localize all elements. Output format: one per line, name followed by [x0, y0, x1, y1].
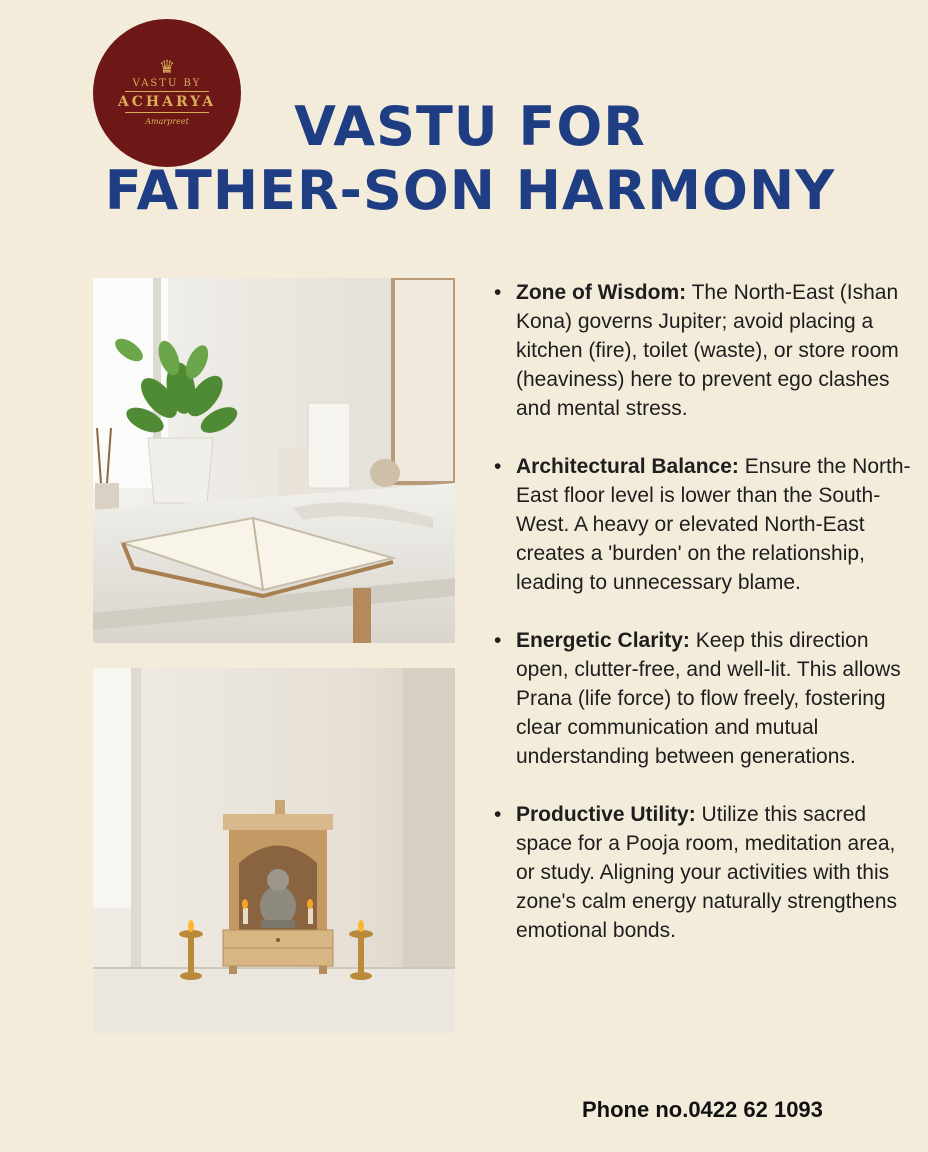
bullet-icon: •: [494, 281, 502, 304]
page-title-line-1: VASTU FOR: [294, 95, 646, 158]
list-item: [494, 800, 914, 945]
pooja-mandir-lamps-image: [93, 668, 455, 1033]
bullet-icon: •: [494, 803, 502, 826]
crown-icon: ♛: [158, 57, 176, 78]
desk-plant-book-image: [93, 278, 455, 643]
logo-divider: [125, 91, 209, 92]
page-title-line-2: FATHER-SON HARMONY: [104, 159, 836, 222]
tip-text: Ensure the North-East floor level is lower than the South-West. A heavy or elevated North-East creates a 'burden' on the relationship, leading to unnecessary blame.: [516, 455, 911, 594]
bullet-icon: •: [494, 455, 502, 478]
list-item: [494, 626, 914, 771]
logo-line-3: Amarpreet: [145, 117, 189, 126]
tip-text: The North-East (Ishan Kona) governs Jupiter; avoid placing a kitchen (fire), toilet (waste), or store room (heaviness) here to prevent ego clashes and mental stress.: [516, 281, 899, 420]
tip-heading: Energetic Clarity:: [516, 629, 690, 652]
desk-scene-illustration: [93, 278, 455, 643]
tip-heading: Productive Utility:: [516, 803, 696, 826]
bullet-icon: •: [494, 629, 502, 652]
logo-line-2: ACHARYA: [117, 94, 217, 110]
tip-heading: Zone of Wisdom:: [516, 281, 687, 304]
tip-text: Utilize this sacred space for a Pooja room, meditation area, or study. Aligning your activities with this zone's calm energy naturally strengthens emotional bonds.: [516, 803, 898, 942]
phone-number: Phone no.0422 62 1093: [582, 1097, 823, 1122]
tip-text: Keep this direction open, clutter-free, and well-lit. This allows Prana (life force) to flow freely, fostering clear communication and mutual understanding between generations.: [516, 629, 901, 768]
tip-heading: Architectural Balance:: [516, 455, 739, 478]
mandir-scene-illustration: [93, 668, 455, 1033]
list-item: [494, 452, 914, 597]
vastu-tips-list: [494, 278, 914, 974]
logo-line-1: VASTU BY: [132, 78, 202, 89]
list-item: [494, 278, 914, 423]
